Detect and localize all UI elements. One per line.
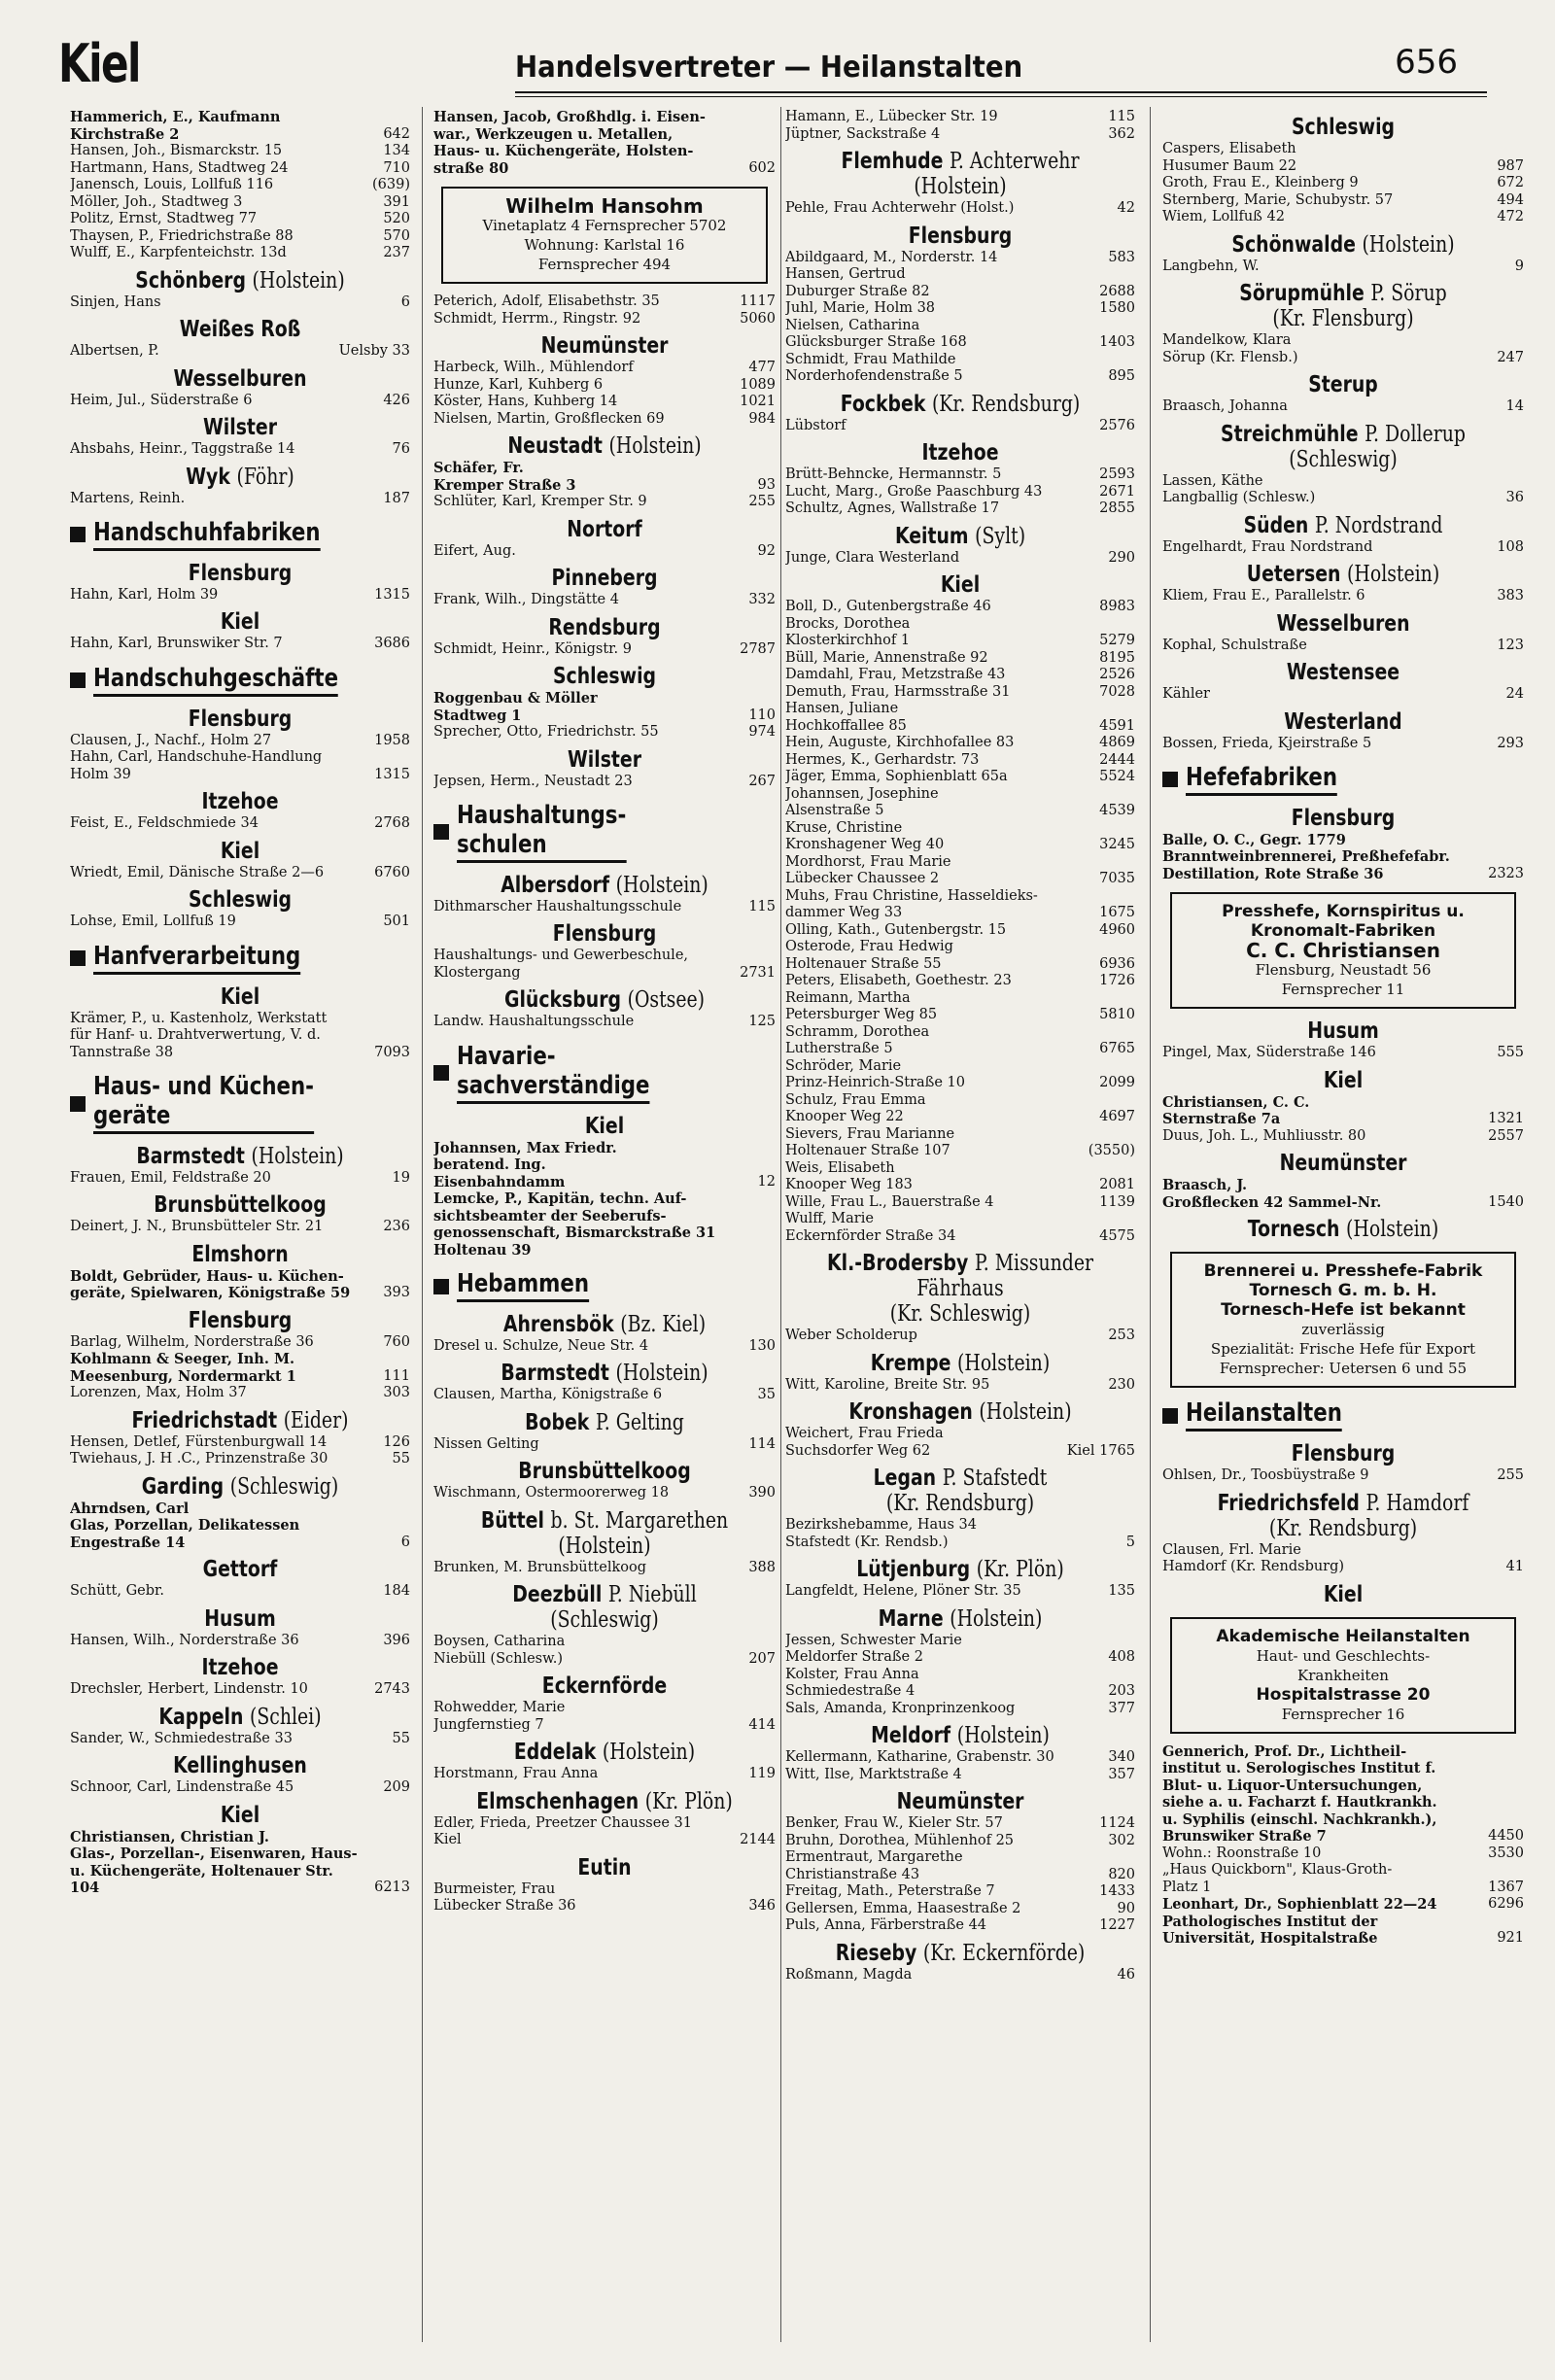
- town-heading: Flensburg: [908, 223, 1013, 249]
- town-heading: Eutin: [577, 1854, 632, 1880]
- town-heading: Schleswig: [188, 887, 293, 914]
- list-item: Wiem, Lollfuß 42 472: [1162, 209, 1524, 224]
- category-heading: Hefefabriken: [1162, 764, 1524, 796]
- list-item: Hansen, Wilh., Norderstraße 36 396: [70, 1632, 410, 1648]
- town-heading: Kiel: [584, 1113, 625, 1139]
- category-heading: Havarie- sachverständige: [433, 1043, 776, 1104]
- list-item: Hansen, Joh., Bismarckstr. 15 134: [70, 143, 410, 158]
- list-item: Boll, D., Gutenbergstraße 46 8983: [785, 599, 1135, 614]
- town-heading: Kellinghusen: [173, 1753, 307, 1779]
- column-divider: [422, 107, 423, 2342]
- town-heading: Weißes Roß: [179, 317, 301, 342]
- town-heading: Neumünster: [896, 1789, 1024, 1814]
- ad-line: Hospitalstrasse 20: [1256, 1684, 1431, 1705]
- list-item: Witt, Karoline, Breite Str. 95 230: [785, 1376, 1135, 1393]
- square-bullet-icon: [433, 824, 449, 840]
- list-item: Ohlsen, Dr., Toosbüystraße 9 255: [1162, 1467, 1524, 1484]
- square-bullet-icon: [1162, 772, 1178, 787]
- town-heading: Glücksburg (Ostsee): [503, 987, 706, 1014]
- list-item: Braasch, Johanna 14: [1162, 398, 1524, 414]
- town-heading: Lütjenburg (Kr. Plön): [856, 1557, 1064, 1582]
- list-item: Wohn.: Roonstraße 10 3530: [1162, 1845, 1524, 1861]
- town-heading: Friedrichstadt (Eider): [131, 1407, 349, 1433]
- town-heading: Elmshorn: [191, 1241, 289, 1267]
- square-bullet-icon: [433, 1279, 449, 1294]
- list-item: Schlüter, Karl, Kremper Str. 9 255: [433, 494, 776, 509]
- list-item: Schmidt, Frau Mathilde Norderhofendenstraße 5 895: [785, 351, 1135, 384]
- list-item: Sternberg, Marie, Schubystr. 57 494: [1162, 191, 1524, 208]
- town-heading: Büttel b. St. Margarethen (Holstein): [480, 1507, 729, 1559]
- list-item: Barlag, Wilhelm, Norderstraße 36 760: [70, 1333, 410, 1350]
- town-heading: Schleswig: [1291, 115, 1396, 140]
- town-heading: Süden P. Nordstrand: [1243, 512, 1443, 538]
- list-item: Ahrndsen, Carl Glas, Porzellan, Delikatessen Engestraße 14 6: [70, 1500, 410, 1551]
- town-heading: Ahrensbök (Bz. Kiel): [502, 1311, 707, 1337]
- list-item: Clausen, Frl. Marie Hamdorf (Kr. Rendsburg) 41: [1162, 1541, 1524, 1575]
- list-item: Sals, Amanda, Kronprinzenkoog 377: [785, 1700, 1135, 1716]
- town-heading: Flensburg: [1291, 805, 1396, 831]
- list-item: Drechsler, Herbert, Lindenstr. 10 2743: [70, 1681, 410, 1698]
- list-item: Hunze, Karl, Kuhberg 6 1089: [433, 376, 776, 393]
- list-item: Haushaltungs- und Gewerbeschule, Klostergang 2731: [433, 948, 776, 981]
- list-item: Puls, Anna, Färberstraße 44 1227: [785, 1917, 1135, 1933]
- list-item: Büll, Marie, Annenstraße 92 8195: [785, 649, 1135, 666]
- list-item: Langbehn, W. 9: [1162, 258, 1524, 274]
- list-item: Schultz, Agnes, Wallstraße 17 2855: [785, 500, 1135, 516]
- list-item: Twiehaus, J. H .C., Prinzenstraße 30 55: [70, 1451, 410, 1467]
- square-bullet-icon: [70, 950, 86, 966]
- list-item: Pathologisches Institut der Universität, Hospitalstraße 921: [1162, 1913, 1524, 1948]
- list-item: Bruhn, Dorothea, Mühlenhof 25 302: [785, 1832, 1135, 1848]
- list-item: Langfeldt, Helene, Plöner Str. 35 135: [785, 1583, 1135, 1599]
- ad-line: Vinetaplatz 4 Fernsprecher 5702: [482, 217, 727, 234]
- town-heading: Kiel: [220, 983, 260, 1010]
- town-heading: Deezbüll P. Niebüll (Schleswig): [512, 1582, 697, 1634]
- advertisement-box: [1170, 1252, 1516, 1388]
- list-item: Hahn, Karl, Brunswiker Str. 7 3686: [70, 636, 410, 652]
- list-item: Mordhorst, Frau Marie Lübecker Chaussee 2 7035: [785, 853, 1135, 886]
- list-item: Junge, Clara Westerland 290: [785, 549, 1135, 566]
- advertisement-box: [441, 187, 768, 284]
- list-item: Roßmann, Magda 46: [785, 1966, 1135, 1983]
- town-heading: Gettorf: [202, 1557, 278, 1583]
- list-item: Hein, Auguste, Kirchhofallee 83 4869: [785, 735, 1135, 750]
- category-heading: Hebammen: [433, 1270, 776, 1302]
- list-item: Rohwedder, Marie Jungfernstieg 7 414: [433, 1700, 776, 1733]
- list-item: Pehle, Frau Achterwehr (Holst.) 42: [785, 200, 1135, 216]
- square-bullet-icon: [70, 527, 86, 542]
- advertisement-box: [1170, 1617, 1516, 1734]
- town-heading: Pinneberg: [551, 566, 658, 591]
- town-heading: Schönberg (Holstein): [135, 267, 345, 293]
- town-heading: Husum: [204, 1605, 276, 1632]
- town-heading: Husum: [1307, 1018, 1379, 1045]
- list-item: Kellermann, Katharine, Grabenstr. 30 340: [785, 1749, 1135, 1765]
- list-item: Schmidt, Herrm., Ringstr. 92 5060: [433, 310, 776, 327]
- header-rule: [515, 91, 1487, 97]
- list-item: Pingel, Max, Süderstraße 146 555: [1162, 1045, 1524, 1061]
- list-item: Boysen, Catharina Niebüll (Schlesw.) 207: [433, 1634, 776, 1667]
- list-item: Johannsen, Max Friedr. beratend. Ing. Eisenbahndamm 12: [433, 1139, 776, 1190]
- list-item: Sprecher, Otto, Friedrichstr. 55 974: [433, 724, 776, 740]
- list-item: Muhs, Frau Christine, Hasseldieks- dammer Weg 33 1675: [785, 887, 1135, 920]
- list-item: Christiansen, Christian J. Glas-, Porzellan-, Eisenwaren, Haus- u. Küchengeräte, Holtenauer Str. 104 6213: [70, 1828, 410, 1897]
- list-item: Martens, Reinh. 187: [70, 490, 410, 506]
- list-item: Wischmann, Ostermoorerweg 18 390: [433, 1485, 776, 1501]
- list-item: Kohlmann & Seeger, Inh. M. Meesenburg, Nordermarkt 1 111: [70, 1351, 410, 1385]
- list-item: Edler, Frieda, Preetzer Chaussee 31 Kiel 2144: [433, 1814, 776, 1848]
- town-heading: Nortorf: [567, 516, 642, 542]
- list-item: Olling, Kath., Gutenbergstr. 15 4960: [785, 921, 1135, 938]
- list-item: Sievers, Frau Marianne Holtenauer Straße 107 (3550): [785, 1125, 1135, 1158]
- list-item: „Haus Quickborn", Klaus-Groth- Platz 1 1367: [1162, 1862, 1524, 1895]
- town-heading: Kiel: [1323, 1067, 1364, 1093]
- header-title: Handelsvertreter — Heilanstalten: [515, 51, 1023, 85]
- list-item: Braasch, J. Großflecken 42 Sammel-Nr. 1540: [1162, 1177, 1524, 1211]
- list-item: Jüptner, Sackstraße 4 362: [785, 125, 1135, 142]
- list-item: Frank, Wilh., Dingstätte 4 332: [433, 592, 776, 607]
- ad-line: Wohnung: Karlstal 16: [524, 236, 685, 254]
- ad-title: Akademische Heilanstalten: [1216, 1626, 1470, 1646]
- list-item: Nissen Gelting 114: [433, 1435, 776, 1452]
- town-heading: Kiel: [220, 1802, 260, 1828]
- list-item: Weis, Elisabeth Knooper Weg 183 2081: [785, 1159, 1135, 1192]
- list-item: Reimann, Martha Petersburger Weg 85 5810: [785, 989, 1135, 1022]
- list-item: Politz, Ernst, Stadtweg 77 520: [70, 211, 410, 226]
- list-item: Landw. Haushaltungsschule 125: [433, 1014, 776, 1030]
- list-item: Horstmann, Frau Anna 119: [433, 1766, 776, 1782]
- ad-line: Spezialität: Frische Hefe für Export: [1210, 1340, 1476, 1359]
- list-item: Lemcke, P., Kapitän, techn. Auf- sichtsbeamter der Seeberufs- genossenschaft, Bismarckstraße 31 Holtenau 39: [433, 1190, 716, 1259]
- ad-line: Fernsprecher 494: [537, 256, 672, 273]
- list-item: Caspers, Elisabeth Husumer Baum 22 987: [1162, 141, 1524, 174]
- town-heading: Wyk (Föhr): [186, 464, 294, 490]
- list-item: Damdahl, Frau, Metzstraße 43 2526: [785, 667, 1135, 682]
- town-heading: Uetersen (Holstein): [1246, 562, 1440, 587]
- list-item: Schröder, Marie Prinz-Heinrich-Straße 10 2099: [785, 1057, 1135, 1090]
- list-item: Boldt, Gebrüder, Haus- u. Küchen- geräte, Spielwaren, Königstraße 59 393: [70, 1267, 410, 1302]
- list-item: Jäger, Emma, Sophienblatt 65a 5524: [785, 769, 1135, 784]
- list-item: Hahn, Carl, Handschuhe-Handlung Holm 39 1315: [70, 749, 410, 782]
- town-heading: Wesselburen: [173, 365, 307, 392]
- list-item: Bezirkshebamme, Haus 34 Stafstedt (Kr. Rendsb.) 5: [785, 1517, 1135, 1550]
- town-heading: Bobek P. Gelting: [525, 1409, 684, 1435]
- list-item: Schulz, Frau Emma Knooper Weg 22 4697: [785, 1091, 1135, 1124]
- category-heading: Haus- und Küchen- geräte: [70, 1073, 410, 1134]
- town-heading: Westensee: [1286, 660, 1400, 685]
- list-item: Kolster, Frau Anna Schmiedestraße 4 203: [785, 1666, 1135, 1699]
- town-heading: Keitum (Sylt): [894, 523, 1026, 549]
- list-item: Krämer, P., u. Kastenholz, Werkstatt für Hanf- u. Drahtverwertung, V. d. Tannstraße 38 7093: [70, 1010, 410, 1060]
- list-item: Deinert, J. N., Brunsbütteler Str. 21 236: [70, 1219, 410, 1235]
- list-item: Ahsbahs, Heinr., Taggstraße 14 76: [70, 441, 410, 457]
- list-item: Lorenzen, Max, Holm 37 303: [70, 1385, 410, 1401]
- list-item: Eifert, Aug. 92: [433, 542, 776, 559]
- list-item: Benker, Frau W., Kieler Str. 57 1124: [785, 1815, 1135, 1831]
- list-item: Demuth, Frau, Harmsstraße 31 7028: [785, 683, 1135, 700]
- page-header: [58, 29, 1487, 97]
- list-item: Groth, Frau E., Kleinberg 9 672: [1162, 175, 1524, 190]
- town-heading: Wilster: [567, 746, 642, 773]
- column-4: [1162, 109, 1524, 2354]
- list-item: Ermentraut, Margarethe Christianstraße 43 820: [785, 1849, 1135, 1882]
- list-item: Gennerich, Prof. Dr., Lichtheil- institut u. Serologisches Institut f. Blut- u. Liquor-Untersuchungen, siehe a. u. Facharzt f. Hautkrankh. u. Syphilis (einschl. Nachkrankh.), Brunswiker Straße 7 4450: [1162, 1742, 1524, 1845]
- column-3: [785, 109, 1135, 2354]
- list-item: Johannsen, Josephine Alsenstraße 5 4539: [785, 785, 1135, 818]
- square-bullet-icon: [70, 673, 86, 688]
- list-item: Brunken, M. Brunsbüttelkoog 388: [433, 1559, 776, 1575]
- list-item: Hansen, Juliane Hochkoffallee 85 4591: [785, 701, 1135, 734]
- list-item: Albertsen, P. Uelsby 33: [70, 343, 410, 359]
- list-item: Hamann, E., Lübecker Str. 19 115: [785, 109, 1135, 124]
- square-bullet-icon: [1162, 1408, 1178, 1424]
- town-heading: Flensburg: [1291, 1441, 1396, 1467]
- ad-line: Krankheiten: [1297, 1666, 1389, 1684]
- town-heading: Flemhude P. Achterwehr (Holstein): [841, 149, 1080, 199]
- town-heading: Kiel: [220, 609, 260, 636]
- list-item: Osterode, Frau Hedwig Holtenauer Straße 55 6936: [785, 939, 1135, 972]
- list-item: Engelhardt, Frau Nordstrand 108: [1162, 538, 1524, 555]
- list-item: Weber Scholderup 253: [785, 1328, 1135, 1343]
- list-item: Schnoor, Carl, Lindenstraße 45 209: [70, 1779, 410, 1796]
- list-item: Balle, O. C., Gegr. 1779 Branntweinbrennerei, Preßhefefabr. Destillation, Rote Straße 36 2323: [1162, 831, 1524, 882]
- town-heading: Rendsburg: [548, 614, 661, 640]
- town-heading: Sörupmühle P. Sörup (Kr. Flensburg): [1239, 281, 1447, 331]
- list-item: Peterich, Adolf, Elisabethstr. 35 1117: [433, 293, 776, 309]
- header-city: Kiel: [58, 33, 140, 94]
- list-item: Nielsen, Martin, Großflecken 69 984: [433, 410, 776, 427]
- town-heading: Eckernförde: [541, 1673, 668, 1700]
- town-heading: Garding (Schleswig): [141, 1473, 339, 1500]
- column-divider: [780, 107, 781, 2342]
- town-heading: Neumünster: [1279, 1151, 1407, 1177]
- list-item: Kruse, Christine Kronshagener Weg 40 3245: [785, 819, 1135, 852]
- town-heading: Wesselburen: [1276, 610, 1410, 637]
- list-item: Clausen, Martha, Königstraße 6 35: [433, 1387, 776, 1403]
- page-number: 656: [1395, 43, 1458, 82]
- list-item: Jepsen, Herm., Neustadt 23 267: [433, 773, 776, 789]
- ad-line: Flensburg, Neustadt 56: [1255, 961, 1432, 980]
- category-heading: Haushaltungs- schulen: [433, 802, 776, 863]
- town-heading: Elmschenhagen (Kr. Plön): [476, 1788, 733, 1814]
- list-item: Brütt-Behncke, Hermannstr. 5 2593: [785, 466, 1135, 482]
- town-heading: Neumünster: [540, 333, 669, 359]
- town-heading: Flensburg: [188, 706, 293, 732]
- list-item: Heim, Jul., Süderstraße 6 426: [70, 392, 410, 408]
- list-item: Kliem, Frau E., Parallelstr. 6 383: [1162, 588, 1524, 604]
- list-item: Köster, Hans, Kuhberg 14 1021: [433, 394, 776, 409]
- list-item: Schramm, Dorothea Lutherstraße 5 6765: [785, 1023, 1135, 1056]
- town-heading: Tornesch (Holstein): [1247, 1217, 1439, 1243]
- column-1: [70, 109, 410, 2354]
- list-item: Freitag, Math., Peterstraße 7 1433: [785, 1883, 1135, 1899]
- list-item: Lohse, Emil, Lollfuß 19 501: [70, 914, 410, 930]
- town-heading: Fockbek (Kr. Rendsburg): [840, 391, 1081, 417]
- town-heading: Barmstedt (Holstein): [501, 1361, 708, 1387]
- town-heading: Itzehoe: [921, 440, 999, 466]
- town-heading: Friedrichsfeld P. Hamdorf (Kr. Rendsburg): [1217, 1490, 1469, 1541]
- list-item: Hansen, Gertrud Duburger Straße 82 2688: [785, 266, 1135, 299]
- list-item: Wulff, E., Karpfenteichstr. 13d 237: [70, 245, 410, 260]
- list-item: Gellersen, Emma, Haasestraße 2 90: [785, 1900, 1135, 1916]
- list-item: Lübstorf 2576: [785, 417, 1135, 433]
- list-item: Juhl, Marie, Holm 38 1580: [785, 300, 1135, 316]
- town-heading: Eddelak (Holstein): [513, 1740, 696, 1766]
- category-heading: Hanfverarbeitung: [70, 943, 410, 975]
- list-item: Brocks, Dorothea Klosterkirchhof 1 5279: [785, 615, 1135, 648]
- town-heading: Schleswig: [552, 664, 657, 689]
- list-item: Christiansen, C. C. Sternstraße 7a 1321: [1162, 1093, 1524, 1128]
- list-item: Hensen, Detlef, Fürstenburgwall 14 126: [70, 1433, 410, 1450]
- list-item: Kophal, Schulstraße 123: [1162, 637, 1524, 653]
- advertisement-box: [1170, 892, 1516, 1009]
- town-heading: Neustadt (Holstein): [507, 433, 702, 459]
- town-heading: Streichmühle P. Dollerup (Schleswig): [1221, 421, 1466, 472]
- town-heading: Schönwalde (Holstein): [1231, 231, 1455, 258]
- list-item: Lassen, Käthe Langballig (Schlesw.) 36: [1162, 472, 1524, 505]
- list-item: Leonhart, Dr., Sophienblatt 22—24 6296: [1162, 1896, 1524, 1914]
- square-bullet-icon: [433, 1065, 449, 1081]
- list-item: Hermes, K., Gerhardstr. 73 2444: [785, 751, 1135, 768]
- category-heading: Handschuhgeschäfte: [70, 665, 410, 697]
- list-item: Schütt, Gebr. 184: [70, 1583, 410, 1600]
- column-divider: [1150, 107, 1151, 2342]
- ad-line: Kronomalt-Fabriken: [1250, 921, 1436, 942]
- town-heading: Marne (Holstein): [878, 1605, 1043, 1632]
- category-heading: Heilanstalten: [1162, 1399, 1524, 1431]
- list-item: Harbeck, Wilh., Mühlendorf 477: [433, 360, 776, 375]
- list-item: Burmeister, Frau Lübecker Straße 36 346: [433, 1880, 776, 1914]
- list-item: Dithmarscher Haushaltungsschule 115: [433, 898, 776, 914]
- town-heading: Meldorf (Holstein): [871, 1723, 1050, 1748]
- square-bullet-icon: [70, 1096, 86, 1112]
- town-heading: Kiel: [940, 572, 981, 598]
- ad-line: Fernsprecher: Uetersen 6 und 55: [1219, 1360, 1468, 1378]
- list-item: Möller, Joh., Stadtweg 3 391: [70, 193, 410, 210]
- list-item: Lucht, Marg., Große Paaschburg 43 2671: [785, 483, 1135, 500]
- list-item: Janensch, Louis, Lollfuß 116 (639): [70, 177, 410, 192]
- list-item: Peters, Elisabeth, Goethestr. 23 1726: [785, 973, 1135, 988]
- ad-line: Haut- und Geschlechts-: [1256, 1646, 1431, 1665]
- list-item: Abildgaard, M., Norderstr. 14 583: [785, 249, 1135, 265]
- category-heading: Handschuhfabriken: [70, 519, 410, 551]
- list-item: Wulff, Marie Eckernförder Straße 34 4575: [785, 1211, 1135, 1244]
- list-item: Sinjen, Hans 6: [70, 293, 410, 310]
- list-item: Schmidt, Heinr., Königstr. 9 2787: [433, 640, 776, 657]
- town-heading: Kronshagen (Holstein): [848, 1399, 1072, 1425]
- list-item: Schäfer, Fr. Kremper Straße 3 93: [433, 460, 776, 494]
- list-item: Frauen, Emil, Feldstraße 20 19: [70, 1169, 410, 1186]
- list-item: Feist, E., Feldschmiede 34 2768: [70, 815, 410, 832]
- list-item: Hartmann, Hans, Stadtweg 24 710: [70, 159, 410, 176]
- list-item: Roggenbau & Möller Stadtweg 1 110: [433, 690, 776, 724]
- town-heading: Sterup: [1308, 372, 1378, 397]
- town-heading: Brunsbüttelkoog: [518, 1459, 691, 1485]
- ad-line: Tornesch-Hefe ist bekannt: [1221, 1300, 1466, 1321]
- town-heading: Flensburg: [552, 921, 657, 948]
- town-heading: Kl.-Brodersby P. Missunder Fährhaus (Kr. Schleswig): [826, 1251, 1093, 1327]
- town-heading: Kiel: [1323, 1581, 1364, 1607]
- list-item: Hahn, Karl, Holm 39 1315: [70, 586, 410, 603]
- list-item: Duus, Joh. L., Muhliusstr. 80 2557: [1162, 1127, 1524, 1144]
- ad-line: Fernsprecher 16: [1281, 1705, 1405, 1723]
- ad-title: Brennerei u. Presshefe-Fabrik: [1203, 1261, 1483, 1282]
- town-heading: Kappeln (Schlei): [158, 1704, 322, 1730]
- town-heading: Rieseby (Kr. Eckernförde): [835, 1940, 1086, 1966]
- ad-line: Fernsprecher 11: [1281, 981, 1405, 999]
- list-item: Bossen, Frieda, Kjeirstraße 5 293: [1162, 735, 1524, 751]
- ad-line: Tornesch G. m. b. H.: [1249, 1281, 1437, 1301]
- list-item: Clausen, J., Nachf., Holm 27 1958: [70, 732, 410, 748]
- list-item: Wriedt, Emil, Dänische Straße 2—6 6760: [70, 864, 410, 880]
- town-heading: Itzehoe: [201, 1655, 279, 1681]
- list-item: Sander, W., Schmiedestraße 33 55: [70, 1730, 410, 1746]
- town-heading: Barmstedt (Holstein): [136, 1143, 344, 1169]
- ad-line: Presshefe, Kornspiritus u.: [1222, 902, 1465, 922]
- list-item: Jessen, Schwester Marie Meldorfer Straße 2 408: [785, 1632, 1135, 1665]
- list-item: Mandelkow, Klara Sörup (Kr. Flensb.) 247: [1162, 332, 1524, 365]
- town-heading: Flensburg: [188, 1307, 293, 1333]
- list-item: Hansen, Jacob, Großhdlg. i. Eisen- war., Werkzeugen u. Metallen, Haus- u. Küchengeräte, Holsten- straße 80 602: [433, 109, 776, 177]
- list-item: Hammerich, E., Kaufmann Kirchstraße 2 642: [70, 109, 410, 143]
- ad-line: zuverlässig: [1301, 1321, 1385, 1339]
- list-item: Weichert, Frau Frieda Suchsdorfer Weg 62 Kiel 1765: [785, 1426, 1135, 1459]
- town-heading: Albersdorf (Holstein): [501, 872, 708, 898]
- list-item: Dresel u. Schulze, Neue Str. 4 130: [433, 1337, 776, 1354]
- town-heading: Wilster: [202, 415, 278, 440]
- ad-title: Wilhelm Hansohm: [505, 194, 704, 218]
- town-heading: Westerland: [1284, 708, 1402, 735]
- town-heading: Legan P. Stafstedt (Kr. Rendsburg): [873, 1466, 1048, 1516]
- town-heading: Flensburg: [188, 560, 293, 586]
- ad-title: C. C. Christiansen: [1246, 939, 1440, 963]
- list-item: Witt, Ilse, Marktstraße 4 357: [785, 1766, 1135, 1782]
- list-item: Kähler 24: [1162, 686, 1524, 702]
- column-2: [433, 109, 776, 2354]
- town-heading: Kiel: [220, 838, 260, 864]
- town-heading: Itzehoe: [201, 789, 279, 815]
- list-item: Nielsen, Catharina Glücksburger Straße 168 1403: [785, 317, 1135, 350]
- list-item: Wille, Frau L., Bauerstraße 4 1139: [785, 1193, 1135, 1210]
- town-heading: Brunsbüttelkoog: [154, 1192, 327, 1219]
- list-item: Thaysen, P., Friedrichstraße 88 570: [70, 227, 410, 244]
- town-heading: Krempe (Holstein): [870, 1350, 1051, 1376]
